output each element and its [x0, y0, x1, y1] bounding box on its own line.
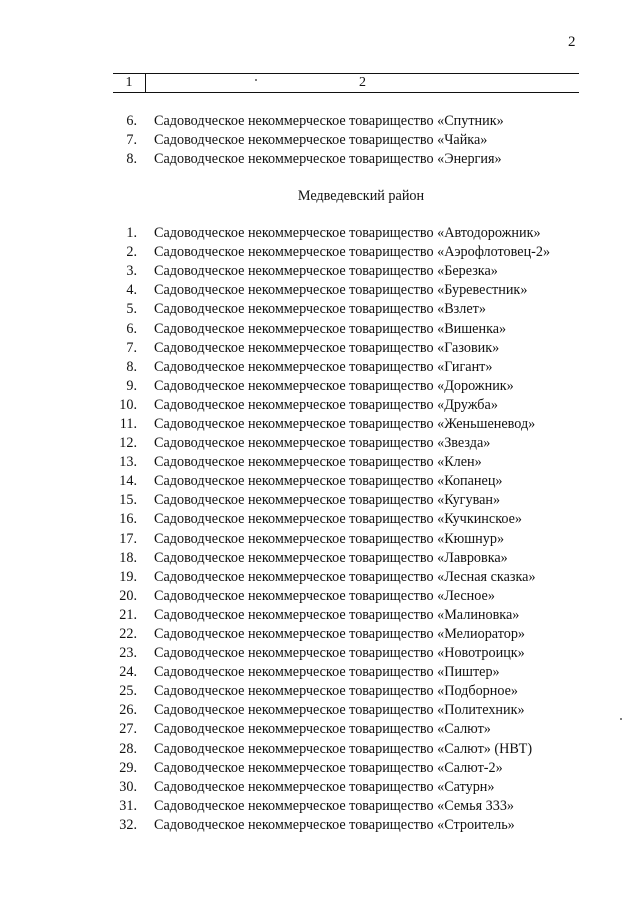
page-number: 2 — [568, 34, 576, 50]
item-number: 18. — [119, 549, 137, 566]
list-item — [113, 797, 593, 816]
list-item — [113, 587, 593, 606]
item-number: 12. — [119, 435, 137, 452]
item-number: 26. — [119, 702, 137, 719]
item-number: 17. — [119, 530, 137, 547]
item-text: Садоводческое некоммерческое товарищество «Аэрофлотовец-2» — [154, 244, 551, 261]
item-number: 8. — [126, 358, 137, 375]
list-item — [113, 491, 593, 510]
item-text: Садоводческое некоммерческое товарищество «Лесное» — [154, 587, 495, 604]
item-number: 11. — [119, 415, 137, 432]
item-number: 30. — [119, 778, 137, 795]
list-item — [113, 720, 593, 739]
list-item — [113, 682, 593, 701]
item-text: Садоводческое некоммерческое товарищество «Новотроицк» — [154, 645, 525, 662]
list-item — [113, 644, 593, 663]
item-text: Садоводческое некоммерческое товарищество «Кучкинское» — [154, 511, 523, 528]
item-number: 13. — [119, 454, 137, 471]
list-item — [113, 530, 593, 549]
item-number: 1. — [126, 225, 137, 242]
item-text: Садоводческое некоммерческое товарищество «Копанец» — [154, 473, 503, 490]
item-text: Садоводческое некоммерческое товарищество «Строитель» — [154, 816, 515, 833]
list-item — [113, 300, 593, 319]
item-number: 32. — [119, 816, 137, 833]
list-item — [113, 701, 593, 720]
list-item — [113, 262, 593, 281]
item-number: 16. — [119, 511, 137, 528]
list-item — [113, 358, 593, 377]
item-number: 28. — [119, 740, 137, 757]
item-number: 22. — [119, 626, 137, 643]
item-text: Садоводческое некоммерческое товарищество «Газовик» — [154, 339, 500, 356]
list-item — [113, 131, 593, 150]
list-item — [113, 319, 593, 338]
item-number: 14. — [119, 473, 137, 490]
item-text: Садоводческое некоммерческое товарищество «Лавровка» — [154, 549, 508, 566]
table-header-row — [113, 73, 579, 93]
item-number: 10. — [119, 396, 137, 413]
list-item — [113, 243, 593, 262]
item-text: Садоводческое некоммерческое товарищество «Спутник» — [154, 113, 504, 130]
item-text: Садоводческое некоммерческое товарищество «Клен» — [154, 454, 482, 471]
item-text: Садоводческое некоммерческое товарищество «Взлет» — [154, 301, 486, 318]
list-item — [113, 281, 593, 300]
item-number: 7. — [126, 132, 137, 149]
item-text: Садоводческое некоммерческое товарищество «Сатурн» — [154, 778, 495, 795]
scan-speck — [255, 79, 257, 81]
list-item — [113, 663, 593, 682]
list-item — [113, 759, 593, 778]
list-item — [113, 339, 593, 358]
item-text: Садоводческое некоммерческое товарищество «Политехник» — [154, 702, 525, 719]
item-number: 25. — [119, 683, 137, 700]
item-number: 9. — [126, 377, 137, 394]
item-text: Садоводческое некоммерческое товарищество «Автодорожник» — [154, 225, 541, 242]
list-item — [113, 150, 593, 169]
item-text: Садоводческое некоммерческое товарищество «Дружба» — [154, 396, 498, 413]
list-item — [113, 549, 593, 568]
list-item — [113, 510, 593, 529]
list-item — [113, 453, 593, 472]
list-item — [113, 568, 593, 587]
item-number: 8. — [126, 151, 137, 168]
item-text: Садоводческое некоммерческое товарищество «Малиновка» — [154, 606, 520, 623]
list-item — [113, 625, 593, 644]
continued-list — [113, 112, 593, 169]
list-item — [113, 415, 593, 434]
item-text: Садоводческое некоммерческое товарищество «Кугуван» — [154, 492, 501, 509]
list-item — [113, 112, 593, 131]
list-item — [113, 472, 593, 491]
item-text: Садоводческое некоммерческое товарищество «Чайка» — [154, 132, 488, 149]
district-list — [113, 224, 593, 835]
list-item — [113, 224, 593, 243]
item-number: 24. — [119, 664, 137, 681]
item-number: 23. — [119, 645, 137, 662]
item-number: 4. — [126, 282, 137, 299]
item-text: Садоводческое некоммерческое товарищество «Салют» (НВТ) — [154, 740, 533, 757]
item-text: Садоводческое некоммерческое товарищество «Гигант» — [154, 358, 493, 375]
item-text: Садоводческое некоммерческое товарищество «Салют» — [154, 721, 491, 738]
section-heading: Медведевский район — [297, 188, 425, 204]
item-number: 2. — [126, 244, 137, 261]
item-number: 29. — [119, 759, 137, 776]
item-text: Садоводческое некоммерческое товарищество «Кюшнур» — [154, 530, 505, 547]
list-item — [113, 396, 593, 415]
list-item — [113, 434, 593, 453]
item-number: 3. — [126, 263, 137, 280]
item-number: 20. — [119, 587, 137, 604]
list-item — [113, 816, 593, 835]
item-number: 19. — [119, 568, 137, 585]
item-text: Садоводческое некоммерческое товарищество «Вишенка» — [154, 320, 507, 337]
item-text: Садоводческое некоммерческое товарищество «Пиштер» — [154, 664, 500, 681]
item-text: Садоводческое некоммерческое товарищество «Дорожник» — [154, 377, 514, 394]
item-number: 7. — [126, 339, 137, 356]
item-text: Садоводческое некоммерческое товарищество «Лесная сказка» — [154, 568, 536, 585]
item-text: Садоводческое некоммерческое товарищество «Березка» — [154, 263, 498, 280]
table-header-col-1: 1 — [113, 74, 146, 92]
item-text: Садоводческое некоммерческое товарищество «Звезда» — [154, 435, 491, 452]
item-number: 6. — [126, 320, 137, 337]
item-number: 21. — [119, 606, 137, 623]
item-text: Садоводческое некоммерческое товарищество «Женьшеневод» — [154, 415, 536, 432]
list-item — [113, 740, 593, 759]
list-item — [113, 606, 593, 625]
table-header-col-2: 2 — [359, 75, 366, 90]
item-number: 15. — [119, 492, 137, 509]
item-text: Садоводческое некоммерческое товарищество «Семья 333» — [154, 797, 515, 814]
list-item — [113, 778, 593, 797]
list-item — [113, 377, 593, 396]
item-number: 5. — [126, 301, 137, 318]
item-text: Садоводческое некоммерческое товарищество «Салют-2» — [154, 759, 503, 776]
scan-speck — [620, 718, 622, 720]
item-text: Садоводческое некоммерческое товарищество «Мелиоратор» — [154, 626, 526, 643]
item-text: Садоводческое некоммерческое товарищество «Энергия» — [154, 151, 502, 168]
item-text: Садоводческое некоммерческое товарищество «Буревестник» — [154, 282, 528, 299]
item-text: Садоводческое некоммерческое товарищество «Подборное» — [154, 683, 519, 700]
item-number: 6. — [126, 113, 137, 130]
item-number: 31. — [119, 797, 137, 814]
item-number: 27. — [119, 721, 137, 738]
